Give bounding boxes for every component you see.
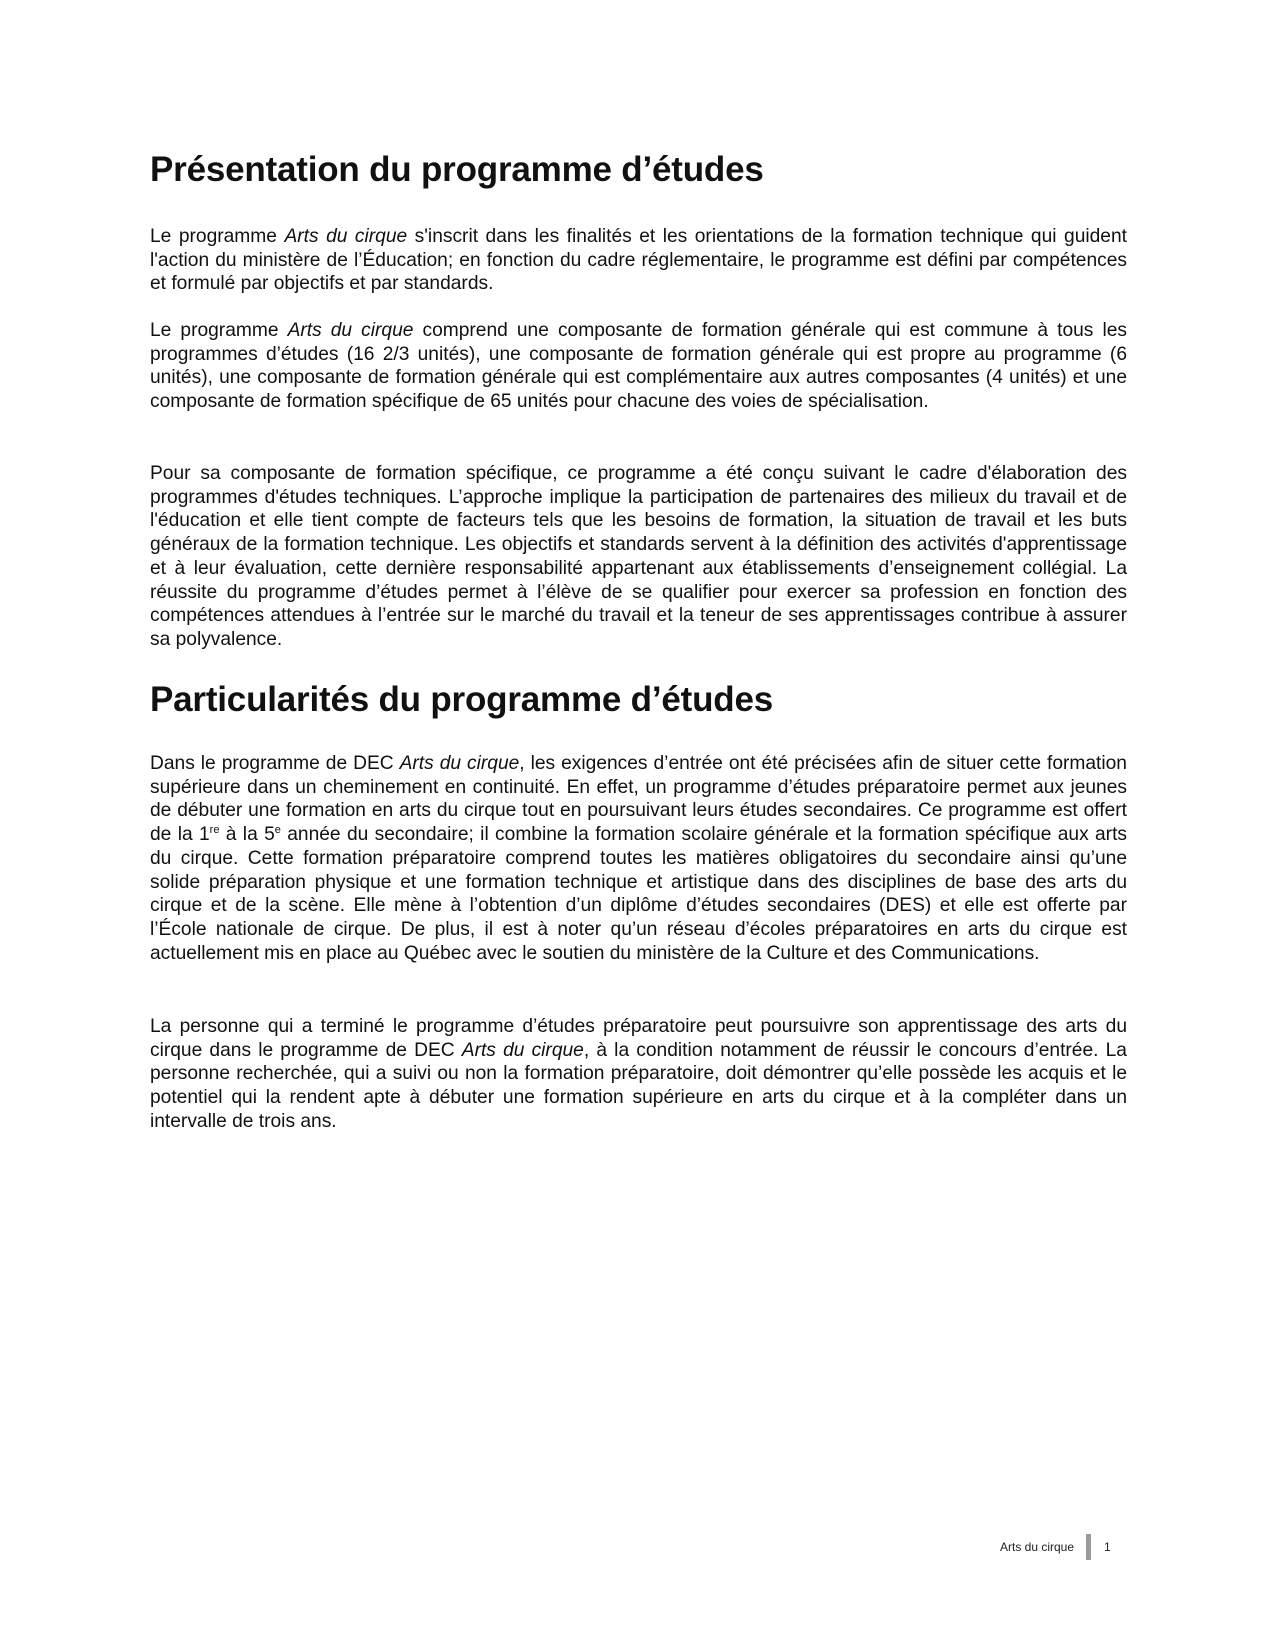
program-name-italic: Arts du cirque (284, 226, 408, 247)
section-title-particularites: Particularités du programme d’études (150, 680, 773, 719)
ordinal-superscript: re (209, 824, 220, 837)
footer-divider-bar (1086, 1534, 1091, 1560)
paragraph-text: Dans le programme de DEC (150, 753, 400, 774)
paragraph-text: La personne qui a terminé le programme d’études préparatoire peut poursuivre son apprentissage des arts du cirque dans le programme de DEC (150, 1016, 1127, 1061)
footer-title: Arts du cirque (1000, 1540, 1075, 1554)
program-name-italic: Arts du cirque (399, 753, 520, 774)
ordinal-superscript: e (274, 824, 281, 837)
paragraph: Pour sa composante de formation spécifique, ce programme a été conçu suivant le cadre d'élaboration des programmes d'études techniques. L’approche implique la participation de partenaires des milieux du travail et de l'éducation et elle tient compte de facteurs tels que les besoins de formation, la situation de travail et les buts généraux de la formation technique. Les objectifs et standards servent à la définition des activités d'apprentissage et à leur évaluation, cette dernière responsabilité appartenant aux établissements d’enseignement collégial. La réussite du programme d’études permet à l’élève de se qualifier pour exercer sa profession en fonction des compétences attendues à l’entrée sur le marché du travail et la teneur de ses apprentissages contribue à assurer sa polyvalence. (150, 463, 1127, 650)
paragraph-text: Le programme (150, 320, 288, 341)
paragraph (150, 1015, 1127, 1134)
paragraph (150, 319, 1127, 414)
paragraph-text: , les exigences d’entrée ont été précisées afin de situer cette formation supérieure dans un cheminement en continuité. En effet, un programme d’études préparatoire permet aux jeunes de débuter une formation en arts du cirque tout en poursuivant leurs études secondaires. Ce programme est offert de la 1 (150, 753, 1127, 846)
page-footer (1000, 1534, 1111, 1560)
paragraph-text: Le programme (150, 226, 285, 247)
paragraph-text: à la 5 (219, 824, 275, 846)
program-name-italic: Arts du cirque (461, 1039, 584, 1061)
paragraph-text: , à la condition notamment de réussir le concours d’entrée. La personne recherchée, qui a suivi ou non la formation préparatoire, doit démontrer qu’elle possède les acquis et le potentiel qui la rendent apte à débuter une formation supérieure en arts du cirque et à la compléter dans un intervalle de trois ans. (150, 1039, 1127, 1132)
paragraph (150, 752, 1127, 965)
paragraph-text: comprend une composante de formation générale qui est commune à tous les programmes d’études (16 2/3 unités), une composante de formation générale qui est propre au programme (6 unités), une composante de formation générale qui est complémentaire aux autres composantes (4 unités) et une composante de formation spécifique de 65 unités pour chacune des voies de spécialisation. (150, 320, 1127, 413)
paragraph-text: année du secondaire; il combine la formation scolaire générale et la formation spécifique aux arts du cirque. Cette formation préparatoire comprend toutes les matières obligatoires du secondaire ainsi qu’une solide préparation physique et une formation technique et artistique dans des disciplines de base des arts du cirque et de la scène. Elle mène à l’obtention d’un diplôme d’études secondaires (DES) et elle est offerte par l’École nationale de cirque. De plus, il est à noter qu’un réseau d’écoles préparatoires en arts du cirque est actuellement mis en place au Québec avec le soutien du ministère de la Culture et des Communications. (150, 824, 1127, 964)
program-name-italic: Arts du cirque (287, 320, 414, 341)
page-number: 1 (1104, 1540, 1111, 1554)
paragraph-text: s'inscrit dans les finalités et les orientations de la formation technique qui guident l'action du ministère de l’Éducation; en fonction du cadre réglementaire, le programme est défini par compétences et formulé par objectifs et par standards. (150, 226, 1127, 295)
paragraph (150, 225, 1127, 296)
section-title-presentation: Présentation du programme d’études (150, 150, 764, 189)
